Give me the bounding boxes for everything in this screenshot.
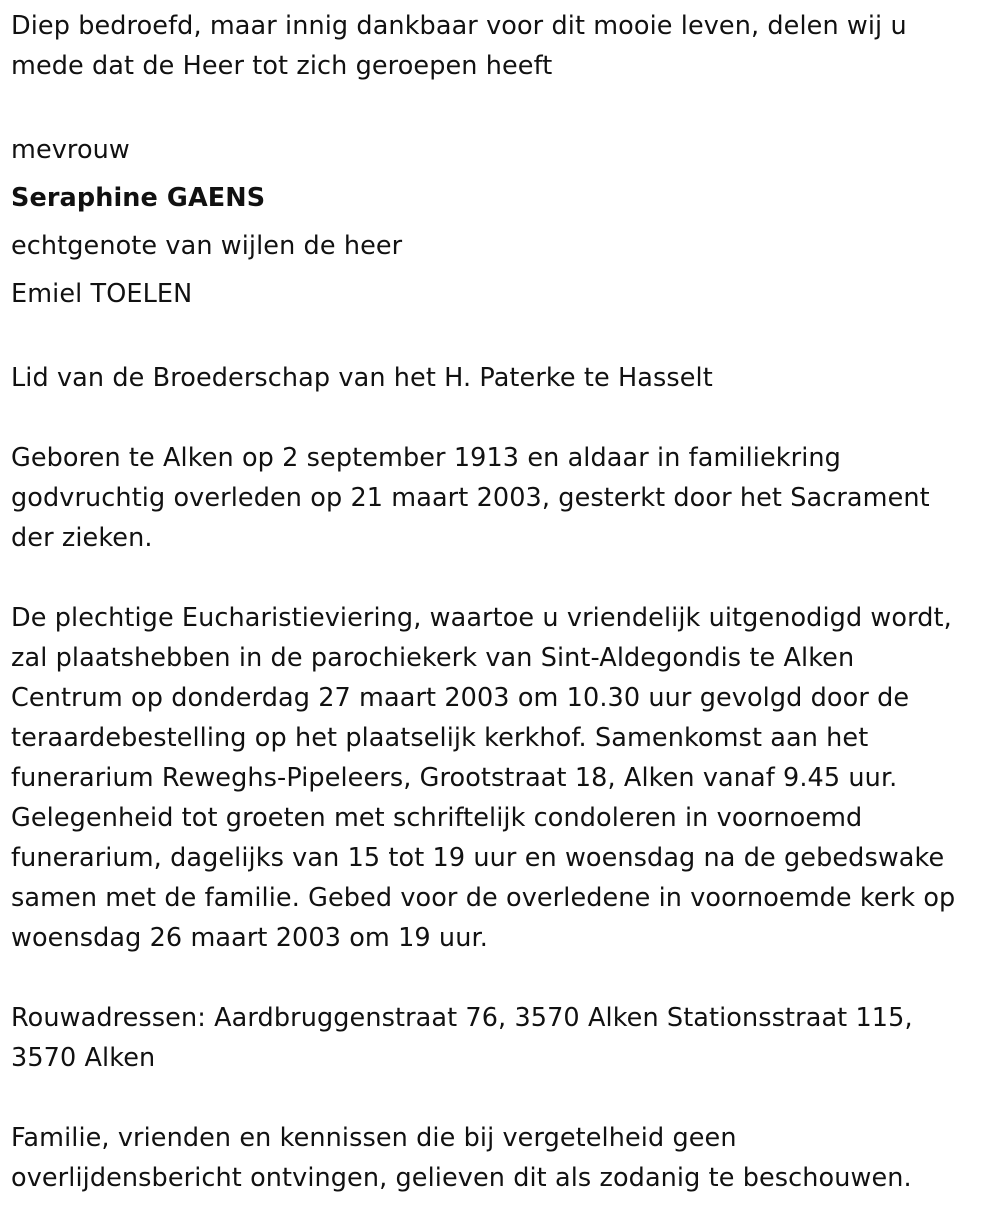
ceremony-line: funerarium Reweghs-Pipeleers, Grootstraat 18, Alken vanaf 9.45 uur. (11, 763, 898, 793)
spacer (11, 558, 992, 598)
address-line: Rouwadressen: Aardbruggenstraat 76, 3570 Alken Stationsstraat 115, (11, 1003, 913, 1033)
closing-paragraph (11, 1118, 992, 1198)
closing-line: Familie, vrienden en kennissen die bij vergetelheid geen (11, 1123, 737, 1153)
intro-paragraph (11, 6, 992, 86)
deceased-name: Seraphine GAENS (11, 183, 266, 213)
membership-paragraph (11, 358, 992, 398)
ceremony-line: woensdag 26 maart 2003 om 19 uur. (11, 923, 488, 953)
closing-line: overlijdensbericht ontvingen, gelieven dit als zodanig te beschouwen. (11, 1163, 912, 1193)
birth-death-line: der zieken. (11, 523, 153, 553)
intro-line: Diep bedroefd, maar innig dankbaar voor dit mooie leven, delen wij u (11, 11, 907, 41)
birth-death-paragraph (11, 438, 992, 558)
spacer (11, 958, 992, 998)
ceremony-line: funerarium, dagelijks van 15 tot 19 uur en woensdag na de gebedswake (11, 843, 945, 873)
ceremony-line: samen met de familie. Gebed voor de overledene in voornoemde kerk op (11, 883, 956, 913)
spacer (11, 318, 992, 358)
ceremony-line: De plechtige Eucharistieviering, waartoe u vriendelijk uitgenodigd wordt, (11, 603, 952, 633)
birth-death-line: godvruchtig overleden op 21 maart 2003, gesterkt door het Sacrament (11, 483, 930, 513)
relation-text: echtgenote van wijlen de heer (11, 231, 403, 261)
salutation: mevrouw (11, 135, 130, 165)
birth-death-line: Geboren te Alken op 2 september 1913 en aldaar in familiekring (11, 443, 841, 473)
deceased-block (11, 126, 992, 318)
address-line: 3570 Alken (11, 1043, 156, 1073)
spacer (11, 86, 992, 126)
membership-line: Lid van de Broederschap van het H. Paterke te Hasselt (11, 363, 713, 393)
spacer (11, 398, 992, 438)
addresses-paragraph (11, 998, 992, 1078)
ceremony-line: Gelegenheid tot groeten met schriftelijk condoleren in voornoemd (11, 803, 863, 833)
spacer (11, 1078, 992, 1118)
ceremony-paragraph (11, 598, 992, 958)
ceremony-line: zal plaatshebben in de parochiekerk van Sint-Aldegondis te Alken (11, 643, 855, 673)
spouse-name: Emiel TOELEN (11, 279, 193, 309)
ceremony-line: teraardebestelling op het plaatselijk kerkhof. Samenkomst aan het (11, 723, 869, 753)
intro-line: mede dat de Heer tot zich geroepen heeft (11, 51, 553, 81)
ceremony-line: Centrum op donderdag 27 maart 2003 om 10.30 uur gevolgd door de (11, 683, 910, 713)
